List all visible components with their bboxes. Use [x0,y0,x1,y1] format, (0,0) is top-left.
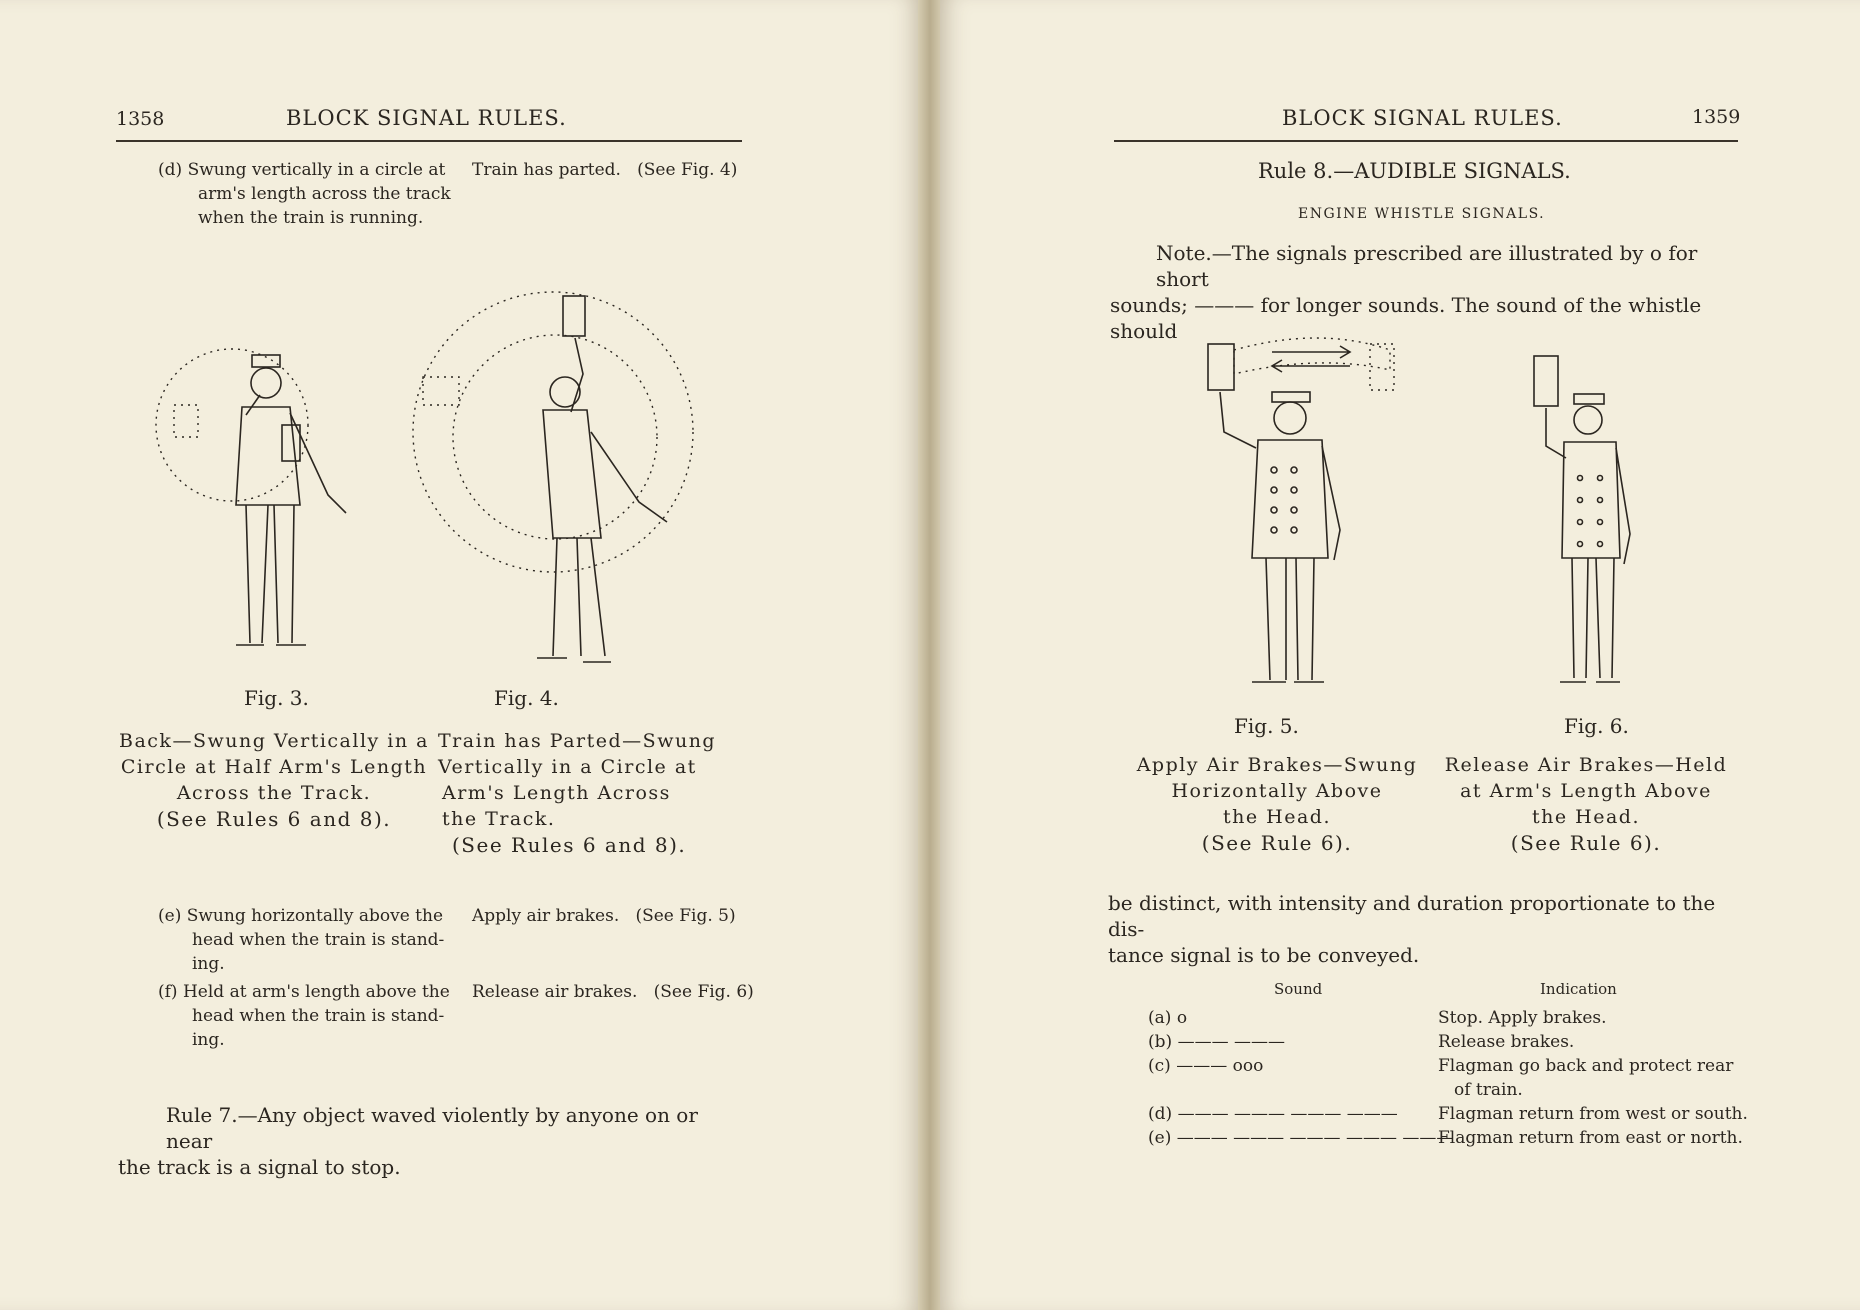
note-line2: sounds; ——— for longer sounds. The sound of the whistle should [1110,293,1702,343]
fig4-feet [537,658,611,662]
row-b-indication: Release brakes. [1438,1032,1575,1052]
row-b-sound: ——— ——— [1177,1032,1285,1052]
fig5-illustration [1190,330,1440,700]
row-a-label: (a) [1148,1008,1172,1028]
fig5-legs [1266,558,1314,680]
table-row [1148,1008,1187,1028]
rule-d-description [158,158,458,230]
fig3-right-arm [290,413,346,513]
row-e-sound: ——— ——— ——— ——— ——— [1176,1128,1454,1148]
fig5-cap [1272,392,1310,402]
fig5-caption-line1: Apply Air Brakes—Swung [1136,754,1418,776]
row-b-label: (b) [1148,1032,1173,1052]
fig5-lantern [1208,344,1234,390]
fig4-caption-line1: Train has Parted—Swung [438,730,717,752]
fig6-caption-line1: Release Air Brakes—Held [1444,754,1728,776]
fig5-head [1274,402,1306,434]
row-d-sound: ——— ——— ——— ——— [1177,1104,1398,1124]
fig4-ghost-lantern [423,377,459,405]
rule-d-indication-text: Train has parted. [472,160,621,180]
fig6-label: Fig. 6. [1564,714,1629,738]
fig6-coat [1562,442,1620,558]
rule-e-line2: head when the train is stand- [192,930,445,950]
fig3-head [251,368,281,398]
continuation-line2: tance signal is to be conveyed. [1108,943,1420,967]
fig5-raised-arm [1220,392,1256,448]
fig6-lantern [1534,356,1558,406]
rule-e-ref: (See Fig. 5) [635,906,736,926]
rule-8-title: Rule 8.—AUDIBLE SIGNALS. [1258,159,1571,183]
rule-f-indication [472,980,754,1004]
fig4-coat [543,410,601,538]
fig4-head [550,377,580,407]
row-e-label: (e) [1148,1128,1172,1148]
rule-f-line2: head when the train is stand- [192,1006,445,1026]
header-rule-left [116,140,742,142]
fig6-caption-line4: (See Rule 6). [1510,831,1662,855]
rule-e-line3: ing. [192,954,225,974]
table-row [1148,1104,1398,1124]
fig4-caption-line3: Arm's Length Across [442,782,671,804]
table-header-indication: Indication [1540,980,1617,998]
table-header-sound: Sound [1274,980,1323,998]
engine-whistle-subtitle: ENGINE WHISTLE SIGNALS. [1298,206,1546,222]
note-text [1110,240,1740,344]
fig3-label: Fig. 3. [244,686,309,710]
header-rule-right [1114,140,1738,142]
running-head-left: BLOCK SIGNAL RULES. [286,106,567,130]
row-d-indication: Flagman return from west or south. [1438,1104,1748,1124]
fig6-caption-line3: the Head. [1532,806,1640,828]
rule-e-label: (e) [158,906,182,926]
running-head-right: BLOCK SIGNAL RULES. [1282,106,1563,130]
right-page [940,0,1860,1310]
fig6-cap [1574,394,1604,404]
rule-7-line2: the track is a signal to stop. [118,1155,401,1179]
fig5-caption-line2: Horizontally Above [1171,780,1383,802]
rule-d-line2: arm's length across the track [198,184,451,204]
note-line1: Note.—The signals prescribed are illustrated by o for short [1156,241,1698,291]
continuation-line1: be distinct, with intensity and duration proportionate to the dis- [1108,891,1716,941]
fig6-raised-arm [1546,408,1566,458]
fig3-caption-line2: Circle at Half Arm's Length [120,756,428,778]
row-c-indication: Flagman go back and protect rear [1438,1056,1734,1076]
fig3-caption-line1: Back—Swung Vertically in a [119,730,429,752]
rule-f-line1: Held at arm's length above the [182,982,450,1002]
rule-7-line1: Rule 7.—Any object waved violently by anyone on or near [166,1103,698,1153]
rule-7-text [118,1102,748,1180]
row-a-indication: Stop. Apply brakes. [1438,1008,1607,1028]
fig4-caption-line5: (See Rules 6 and 8). [452,833,687,857]
fig3-illustration [150,345,370,670]
fig4-label: Fig. 4. [494,686,559,710]
fig6-legs [1572,558,1614,678]
table-row [1148,1128,1453,1148]
rule-d-indication [472,158,737,182]
rule-d-label: (d) [158,160,183,180]
rule-f-ref: (See Fig. 6) [653,982,754,1002]
fig4-legs [553,538,605,656]
rule-e-line1: Swung horizontally above the [186,906,444,926]
fig5-caption-line3: the Head. [1223,806,1331,828]
fig4-lower-arm [591,432,667,522]
rule-f-label: (f) [158,982,178,1002]
table-row [1148,1032,1285,1052]
row-d-label: (d) [1148,1104,1173,1124]
fig5-caption [1122,752,1432,856]
table-row [1148,1056,1263,1076]
fig5-swing-arc [1234,338,1390,374]
fig4-lantern [563,296,585,336]
page-number-right: 1359 [1692,106,1741,128]
fig3-coat [236,407,300,505]
left-page [0,0,920,1310]
fig3-caption-line3: Across the Track. [176,782,372,804]
fig3-legs [246,505,294,643]
fig4-illustration [405,282,705,682]
fig5-coat [1252,440,1328,558]
fig5-arrows [1272,346,1350,372]
continuation-text [1108,890,1748,968]
row-c-sound: ——— ooo [1176,1056,1264,1076]
book-gutter [918,0,942,1310]
fig6-caption-line2: at Arm's Length Above [1460,780,1712,802]
fig6-caption [1428,752,1744,856]
row-e-indication: Flagman return from east or north. [1438,1128,1743,1148]
fig4-caption-line2: Vertically in a Circle at [438,756,697,778]
rule-d-ref: (See Fig. 4) [637,160,738,180]
rule-f-indication-text: Release air brakes. [472,982,638,1002]
rule-d-line3: when the train is running. [198,208,424,228]
fig6-illustration [1520,348,1650,698]
rule-e-indication [472,904,736,928]
row-c-label: (c) [1148,1056,1171,1076]
fig6-head [1574,406,1602,434]
fig4-caption-line4: the Track. [442,808,556,830]
fig3-caption [118,728,430,832]
fig5-label: Fig. 5. [1234,714,1299,738]
rule-f-line3: ing. [192,1030,225,1050]
row-a-sound: o [1176,1008,1188,1028]
rule-d-line1: Swung vertically in a circle at [187,160,446,180]
row-c-indication-cont: of train. [1454,1080,1523,1100]
fig3-left-arm [246,395,260,415]
fig4-inner-circle [453,335,657,539]
page-number-left: 1358 [116,108,165,130]
fig3-caption-line4: (See Rules 6 and 8). [156,807,392,831]
rule-e-description [158,904,458,976]
rule-e-indication-text: Apply air brakes. [472,906,620,926]
fig4-caption [438,728,738,858]
fig3-ghost-lantern [174,405,198,437]
rule-f-description [158,980,458,1052]
fig5-caption-line4: (See Rule 6). [1201,831,1353,855]
